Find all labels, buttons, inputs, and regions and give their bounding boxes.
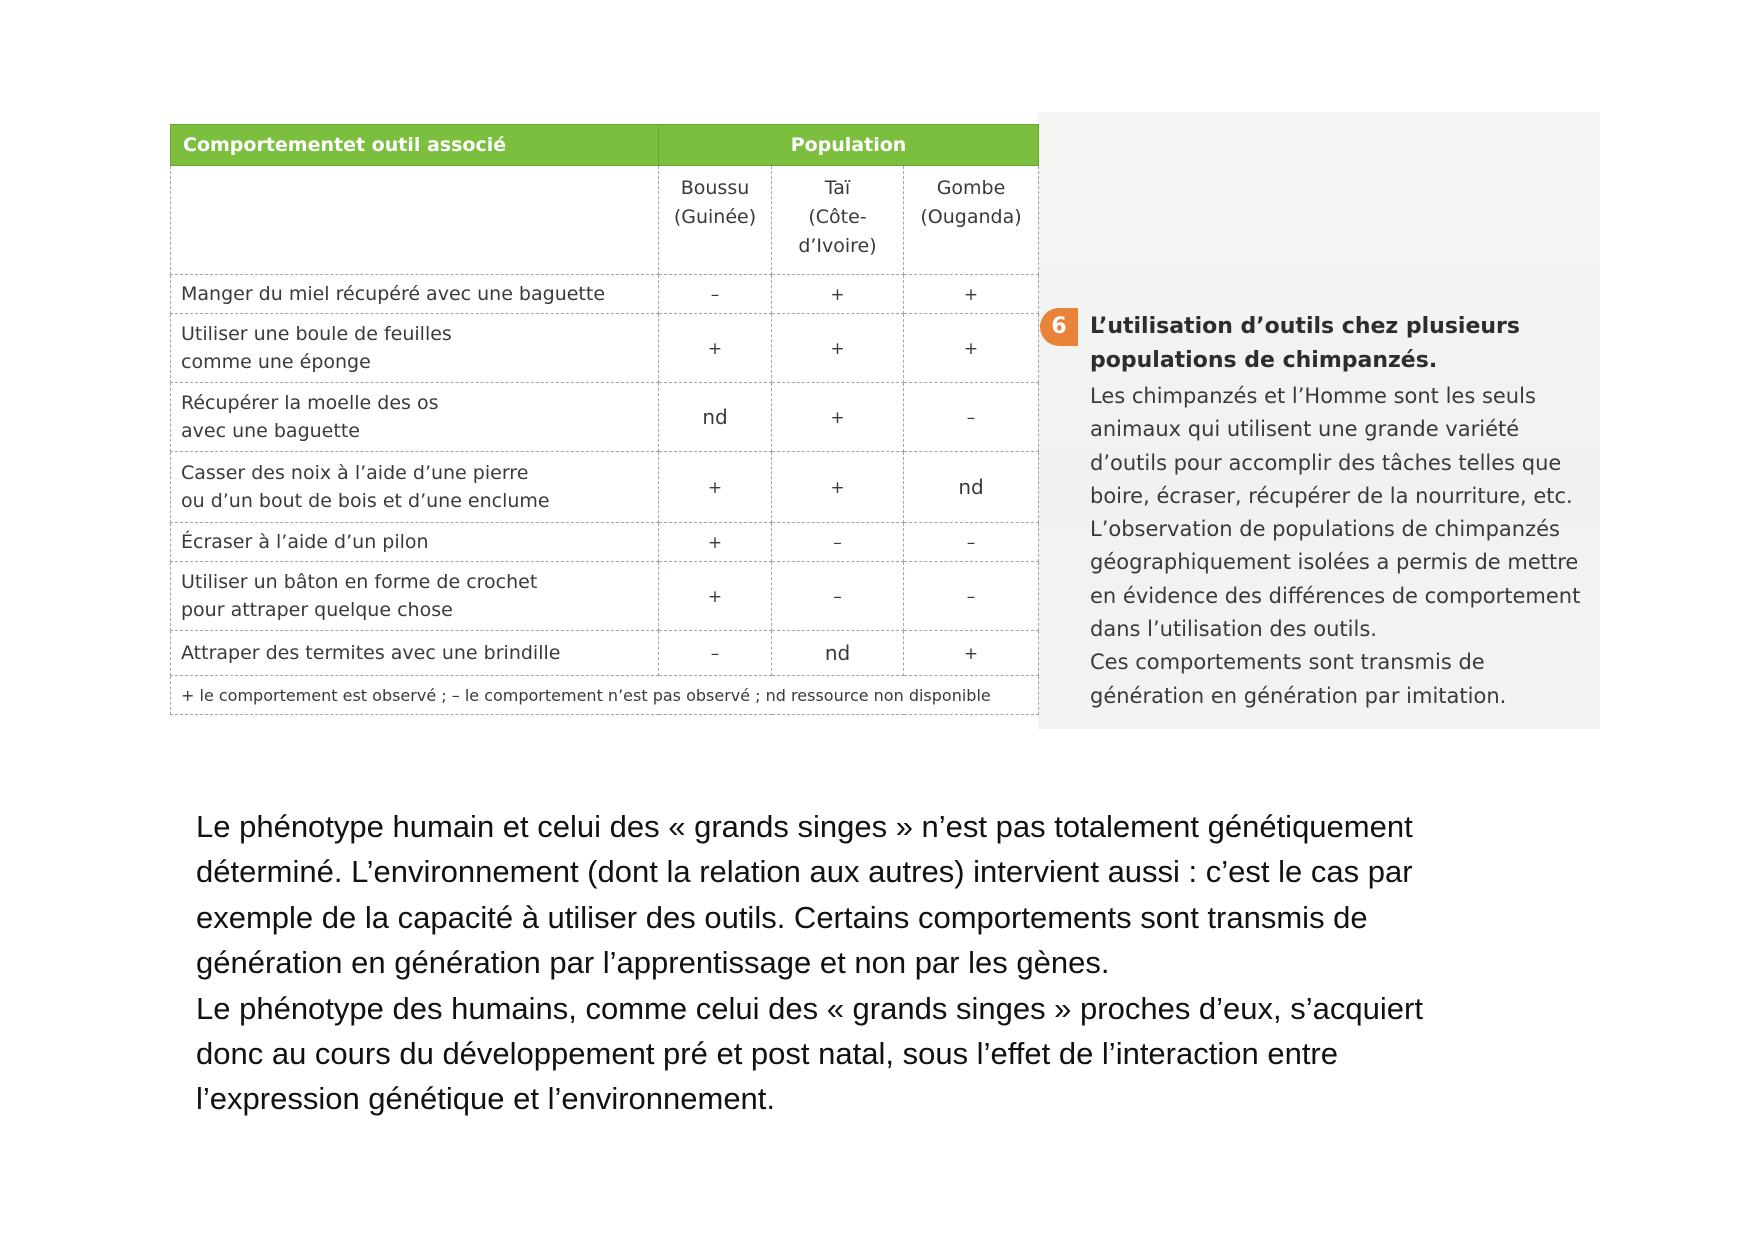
caption-line: boire, écraser, récupérer de la nourriture, etc. <box>1090 483 1573 508</box>
caption-line: dans l’utilisation des outils. <box>1090 617 1377 642</box>
behavior-label: Utiliser une boule de feuilles comme une éponge <box>171 314 659 383</box>
value-cell: + <box>904 314 1039 383</box>
table-row <box>171 523 1039 562</box>
behavior-label: Récupérer la moelle des os avec une baguette <box>171 383 659 452</box>
empty-corner-cell <box>171 166 659 275</box>
behavior-label: Utiliser un bâton en forme de crochet pour attraper quelque chose <box>171 562 659 631</box>
behavior-label: Casser des noix à l’aide d’une pierre ou d’un bout de bois et d’une enclume <box>171 452 659 523</box>
population-names-row <box>171 166 1039 275</box>
caption-line: Les chimpanzés et l’Homme sont les seuls <box>1090 384 1536 408</box>
value-cell: + <box>659 562 772 631</box>
main-paragraph <box>196 804 1616 1122</box>
value-cell: + <box>904 275 1039 314</box>
population-tai: Taï (Côte- d’Ivoire) <box>772 166 904 275</box>
table-row <box>171 314 1039 383</box>
value-cell: nd <box>904 452 1039 523</box>
table-row <box>171 275 1039 314</box>
caption-line: d’outils pour accomplir des tâches telles que <box>1090 450 1562 475</box>
table-legend: + le comportement est observé ; – le comportement n’est pas observé ; nd ressource non disponible <box>171 676 1039 715</box>
value-cell: – <box>904 383 1039 452</box>
value-cell: + <box>772 383 904 452</box>
caption-line: Ces comportements sont transmis de <box>1090 650 1485 675</box>
paragraph-line: Le phénotype humain et celui des « grands singes » n’est pas totalement génétiquement <box>196 809 1413 844</box>
behavior-label: Manger du miel récupéré avec une baguette <box>171 275 659 314</box>
paragraph-line: génération en génération par l’apprentissage et non par les gènes. <box>196 945 1110 981</box>
behavior-table <box>170 124 1039 715</box>
population-boussu: Boussu (Guinée) <box>659 166 772 275</box>
caption-line: animaux qui utilisent une grande variété <box>1090 417 1520 442</box>
figure-number-badge: 6 <box>1040 308 1078 346</box>
value-cell: + <box>659 314 772 383</box>
behavior-label: Écraser à l’aide d’un pilon <box>171 523 659 562</box>
value-cell: – <box>904 562 1039 631</box>
caption-title: L’utilisation d’outils chez plusieurs populations de chimpanzés. <box>1090 314 1520 373</box>
header-population: Population <box>659 125 1039 166</box>
legend-row <box>171 676 1039 715</box>
header-behavior: Comportementet outil associé <box>171 125 659 166</box>
table-row <box>171 631 1039 676</box>
population-gombe: Gombe (Ouganda) <box>904 166 1039 275</box>
table-header-row <box>171 125 1039 166</box>
caption-line: L’observation de populations de chimpanzés <box>1090 517 1560 542</box>
scanned-document-figure <box>170 112 1600 729</box>
paragraph-line: Le phénotype des humains, comme celui des « grands singes » proches d’eux, s’acquiert <box>196 990 1423 1026</box>
value-cell: – <box>904 523 1039 562</box>
value-cell: – <box>772 523 904 562</box>
paragraph-line: exemple de la capacité à utiliser des outils. Certains comportements sont transmis de <box>196 899 1368 935</box>
table-row <box>171 562 1039 631</box>
value-cell: – <box>772 562 904 631</box>
caption-line: génération en génération par imitation. <box>1090 683 1507 708</box>
value-cell: + <box>772 452 904 523</box>
caption-line: géographiquement isolées a permis de mettre <box>1090 550 1579 575</box>
table-row <box>171 383 1039 452</box>
caption-line: en évidence des différences de comportement <box>1090 583 1581 608</box>
value-cell: + <box>772 314 904 383</box>
paragraph-line: donc au cours du développement pré et post natal, sous l’effet de l’interaction entre <box>196 1036 1338 1072</box>
table-row <box>171 452 1039 523</box>
caption-body <box>1090 380 1590 713</box>
value-cell: + <box>772 275 904 314</box>
value-cell: + <box>659 523 772 562</box>
value-cell: nd <box>772 631 904 676</box>
value-cell: – <box>659 631 772 676</box>
value-cell: – <box>659 275 772 314</box>
value-cell: + <box>659 452 772 523</box>
paragraph-line: l’expression génétique et l’environnement. <box>196 1081 776 1117</box>
value-cell: + <box>904 631 1039 676</box>
paragraph-line: déterminé. L’environnement (dont la relation aux autres) intervient aussi : c’est le cas par <box>196 854 1413 890</box>
behavior-label: Attraper des termites avec une brindille <box>171 631 659 676</box>
value-cell: nd <box>659 383 772 452</box>
